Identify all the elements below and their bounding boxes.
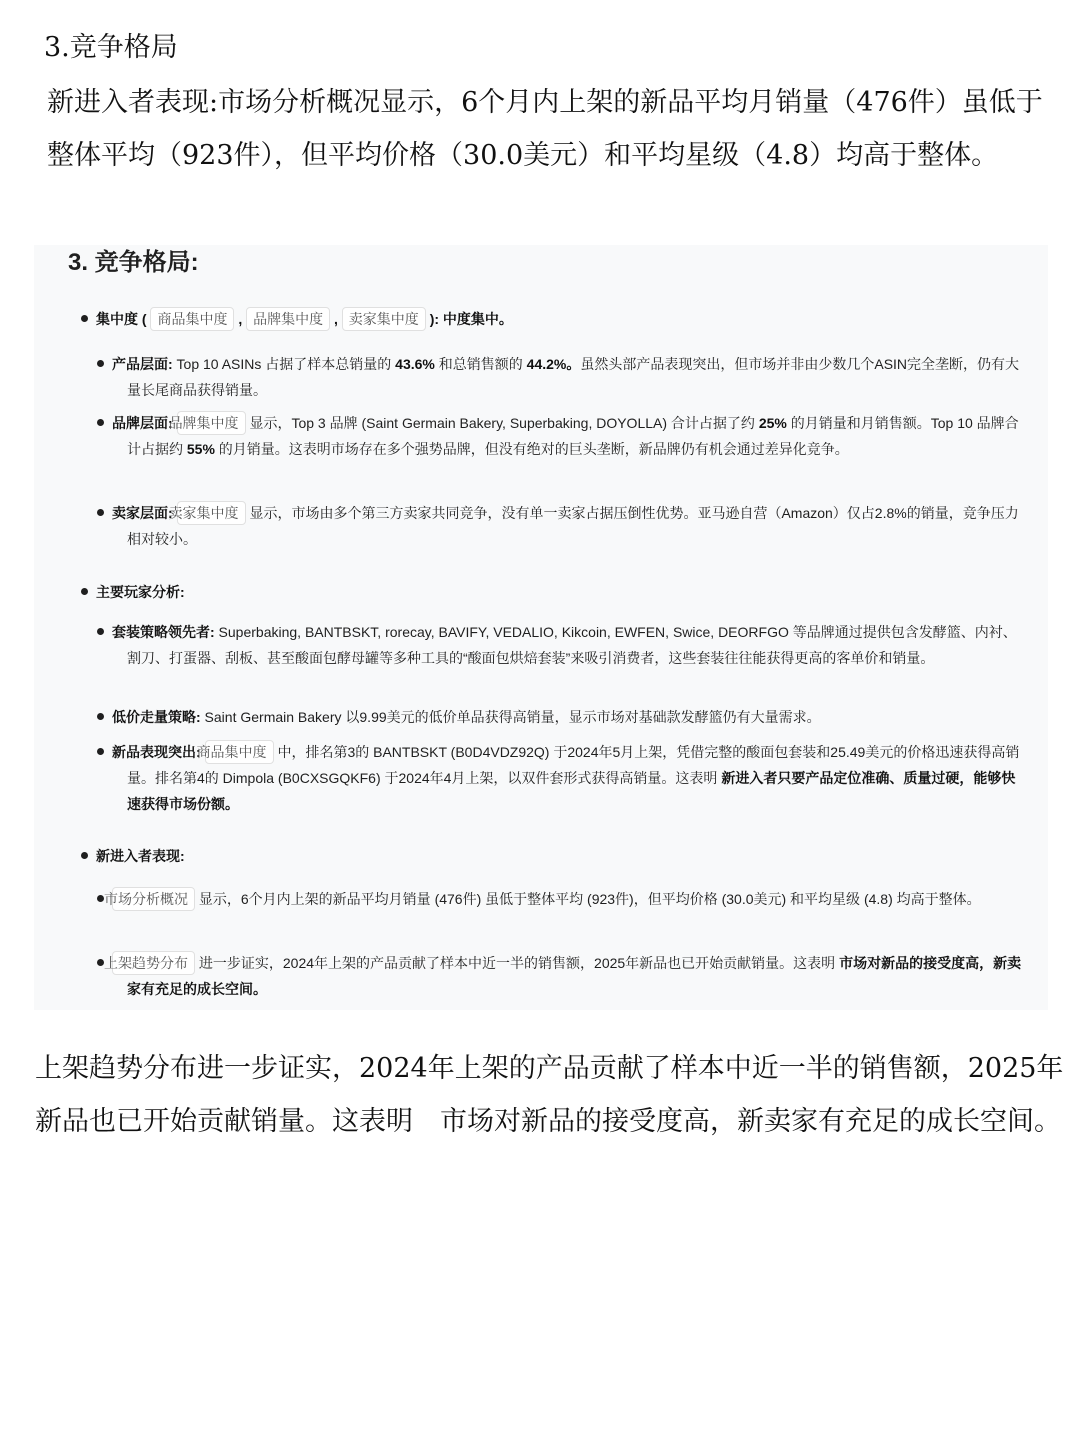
brand-concentration-chip[interactable]: 品牌集中度 bbox=[246, 307, 330, 331]
new-entrant-paragraph: 新进入者表现:市场分析概况显示，6个月内上架的新品平均月销量（476件）虽低于整体平均（923件），但平均价格（30.0美元）和平均星级（4.8）均高于整体。 bbox=[47, 87, 1043, 171]
bullet-dot bbox=[97, 713, 104, 720]
bullet-dot bbox=[97, 748, 104, 755]
screenshot-title: 3. 竞争格局: bbox=[68, 249, 199, 276]
embedded-screenshot bbox=[34, 245, 1048, 1010]
product-level-bullet: 产品层面: Top 10 ASINs 占据了样本总销量的 43.6% 和总销售额的 44.2%。虽然头部产品表现突出，但市场并非由少数几个ASIN完全垄断，仍有大量长尾商品获得销量。 bbox=[112, 351, 1027, 403]
new-entrants-bullet: 新进入者表现: bbox=[81, 843, 1021, 869]
product-concentration-chip[interactable]: 商品集中度 bbox=[150, 307, 234, 331]
bullet-dot bbox=[97, 509, 104, 516]
bullet-dot bbox=[97, 360, 104, 367]
product-concentration-chip[interactable]: 商品集中度 bbox=[205, 740, 274, 764]
concentration-bullet: 集中度 ( 商品集中度 , 品牌集中度 , 卖家集中度 ): 中度集中。 bbox=[81, 306, 1021, 332]
seller-level-bullet: 卖家层面: 卖家集中度 显示，市场由多个第三方卖家共同竞争，没有单一卖家占据压倒性优势。亚马逊自营（Amazon）仅占2.8%的销量，竞争压力相对较小。 bbox=[112, 500, 1027, 552]
listing-trend-paragraph: 上架趋势分布进一步证实，2024年上架的产品贡献了样本中近一半的销售额，2025年新品也已开始贡献销量。这表明 市场对新品的接受度高，新卖家有充足的成长空间。 bbox=[35, 1053, 1064, 1137]
market-overview-chip[interactable]: 市场分析概况 bbox=[112, 887, 195, 911]
bullet-dot bbox=[97, 419, 104, 426]
listing-trend-bullet: 上架趋势分布 进一步证实，2024年上架的产品贡献了样本中近一半的销售额，2025年新品也已开始贡献销量。这表明 市场对新品的接受度高，新卖家有充足的成长空间。 bbox=[112, 950, 1027, 1002]
section-title: 3.竞争格局 bbox=[44, 32, 178, 63]
brand-level-bullet: 品牌层面: 品牌集中度 显示，Top 3 品牌 (Saint Germain Bakery, Superbaking, DOYOLLA) 合计占据了约 25% 的月销量和月销售额。Top 10 品牌合计占据约 55% 的月销量。这表明市场存在多个强势品牌，但没有绝对的巨头垄断，新品牌仍有机会通过差异化竞争。 bbox=[112, 410, 1027, 462]
bullet-dot bbox=[81, 588, 88, 595]
bullet-dot bbox=[97, 628, 104, 635]
seller-concentration-chip[interactable]: 卖家集中度 bbox=[342, 307, 426, 331]
seller-concentration-chip[interactable]: 卖家集中度 bbox=[177, 501, 246, 525]
brand-concentration-chip[interactable]: 品牌集中度 bbox=[177, 411, 246, 435]
low-price-bullet: 低价走量策略: Saint Germain Bakery 以9.99美元的低价单品获得高销量，显示市场对基础款发酵篮仍有大量需求。 bbox=[112, 704, 1027, 730]
market-overview-bullet: 市场分析概况 显示，6个月内上架的新品平均月销量 (476件) 虽低于整体平均 (923件)，但平均价格 (30.0美元) 和平均星级 (4.8) 均高于整体。 bbox=[112, 886, 1027, 912]
top-text-block bbox=[44, 26, 1064, 182]
new-product-bullet: 新品表现突出: 商品集中度 中，排名第3的 BANTBSKT (B0D4VDZ92Q) 于2024年5月上架，凭借完整的酸面包套装和25.49美元的价格迅速获得高销量。排名第4的 Dimpola (B0CXSGQKF6) 于2024年4月上架，以双件套形式获得高销量。这表明 新进入者只要产品定位准确、质量过硬，能够快速获得市场份额。 bbox=[112, 739, 1027, 817]
bullet-dot bbox=[81, 315, 88, 322]
players-bullet: 主要玩家分析: bbox=[81, 579, 1021, 605]
bullet-dot bbox=[97, 895, 104, 902]
bundle-strategy-bullet: 套装策略领先者: Superbaking, BANTBSKT, rorecay, BAVIFY, VEDALIO, Kikcoin, EWFEN, Swice, DEORFGO 等品牌通过提供包含发酵篮、内衬、割刀、打蛋器、刮板、甚至酸面包酵母罐等多种工具的“酸面包烘焙套装”来吸引消费者，这些套装往往能获得更高的客单价和销量。 bbox=[112, 619, 1027, 671]
bullet-dot bbox=[81, 852, 88, 859]
bullet-dot bbox=[97, 959, 104, 966]
listing-trend-chip[interactable]: 上架趋势分布 bbox=[112, 951, 195, 975]
